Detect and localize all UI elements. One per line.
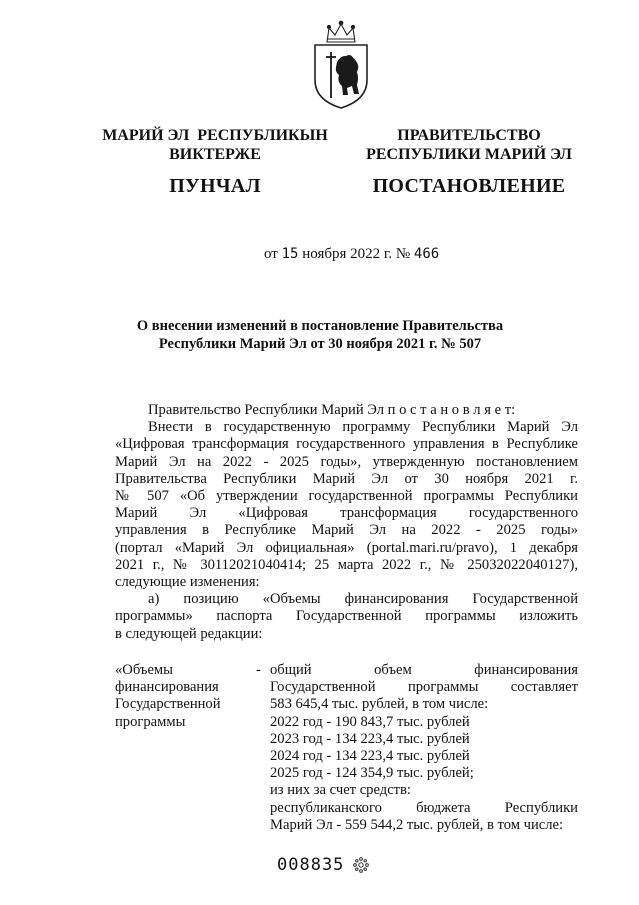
header-right-line2: РЕСПУБЛИКИ МАРИЙ ЭЛ (366, 146, 572, 163)
table-right-line: Марий Эл - 559 544,2 тыс. рублей, в том числе: (270, 816, 564, 833)
p1-line: (портал «Марий Эл официальная» (portal.mari.ru/pravo), 1 декабря (115, 539, 578, 556)
table-right-line: 583 645,4 тыс. рублей, в том числе: (270, 696, 489, 713)
p1-line: Марий Эл на 2022 - 2025 годы», утвержденную постановлением (115, 453, 578, 470)
header-right-doc-type: ПОСТАНОВЛЕНИЕ (372, 175, 566, 197)
table-right-line: из них за счет средств: (270, 782, 411, 799)
crown-icon (327, 21, 355, 42)
table-right-line: республиканского бюджета Республики (270, 799, 578, 816)
p1-line: 2021 г., № 30112021040414; 25 марта 2022 г., № 25032022040127), (115, 556, 578, 573)
p1-line: управления в Республике Марий Эл на 2022 - 2025 годы» (115, 522, 578, 539)
header-left-line1: МАРИЙ ЭЛ РЕСПУБЛИКЫН (102, 127, 328, 144)
date-month-year: ноября 2022 г. № (302, 246, 411, 262)
p2-line: программы» паспорта Государственной программы изложить (115, 608, 578, 625)
p1-line: следующие изменения: (115, 574, 260, 591)
p2-line: в следующей редакции: (115, 625, 263, 642)
p2-line: а) позицию «Объемы финансирования Государственной (148, 591, 578, 608)
date-prefix: от (264, 246, 278, 262)
decree-line: Правительство Республики Марий Эл п о с т а н о в л я е т: (148, 402, 516, 418)
header-left (90, 126, 340, 164)
table-right-line: 2025 год - 124 354,9 тыс. рублей; (270, 765, 474, 782)
table-right-line: 2024 год - 134 223,4 тыс. рублей (270, 748, 470, 765)
date-day: 15 (281, 246, 299, 262)
header-right (340, 126, 598, 164)
p1-line: «Цифровая трансформация государственного управления в Республике (115, 436, 578, 453)
table-right-line: 2022 год - 190 843,7 тыс. рублей (270, 713, 470, 730)
paragraph-2 (115, 591, 578, 643)
coat-of-arms (311, 18, 371, 110)
table-left-line: «Объемы (115, 662, 173, 678)
p1-line: Марий Эл «Цифровая трансформация государственного (115, 505, 578, 522)
document-body (115, 402, 578, 643)
p1-line: № 507 «Об утверждении государственной программы Республики (115, 488, 578, 505)
paragraph-1 (115, 419, 578, 591)
table-right-line: Государственной программы составляет (270, 679, 578, 696)
title-line1: О внесении изменений в постановление Правительства (136, 318, 504, 334)
serial-number: 008835 (277, 855, 345, 875)
header-right-line1: ПРАВИТЕЛЬСТВО (397, 127, 541, 144)
date-number: 466 (413, 246, 440, 262)
table-left-line: программы (115, 713, 186, 730)
table-dash: - (256, 662, 261, 678)
passport-position-value (270, 662, 578, 834)
table-left-line: финансирования (115, 679, 219, 696)
title-line2: Республики Марий Эл от 30 ноября 2021 г. № 507 (158, 336, 482, 352)
rosette-icon (352, 856, 370, 874)
header-left-doc-type: ПУНЧАЛ (169, 175, 261, 197)
table-right-line: общий объем финансирования (270, 662, 578, 678)
p1-line: Внести в государственную программу Республики Марий Эл (148, 419, 578, 436)
header-left-line2: ВИКТЕРЖЕ (169, 146, 261, 163)
table-right-line: 2023 год - 134 223,4 тыс. рублей (270, 730, 470, 747)
table-left-line: Государственной (115, 696, 221, 713)
passport-position-label (115, 662, 255, 731)
p1-line: Правительства Республики Марий Эл от 30 ноября 2021 г. (115, 470, 578, 487)
document-title (110, 317, 530, 353)
date-line (264, 246, 439, 263)
